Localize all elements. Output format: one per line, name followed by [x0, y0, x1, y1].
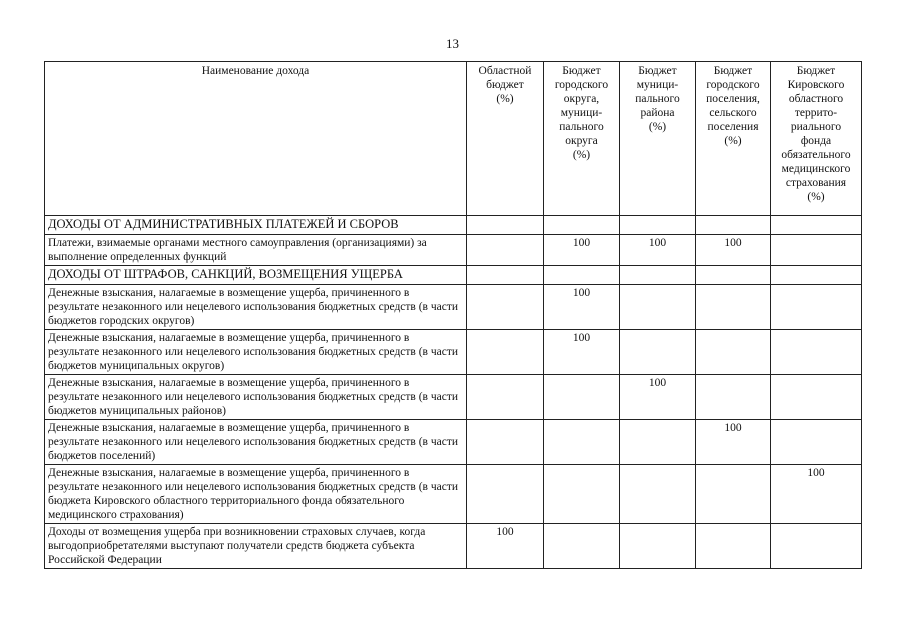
table-cell — [771, 235, 862, 266]
table-cell — [467, 216, 544, 235]
income-name-cell: Денежные взыскания, налагаемые в возмещение ущерба, причиненного в результате незаконного или нецелевого использования бюджетных средств (в части бюджета Кировского областного территориального фонда обязательного медицинского страхования) — [45, 465, 467, 524]
income-distribution-table — [44, 61, 862, 569]
table-row — [45, 266, 862, 285]
table-cell — [696, 375, 771, 420]
table-cell: 100 — [544, 235, 620, 266]
table-cell — [696, 524, 771, 569]
income-name-cell: Денежные взыскания, налагаемые в возмещение ущерба, причиненного в результате незаконного или нецелевого использования бюджетных средств (в части бюджетов городских округов) — [45, 285, 467, 330]
table-cell — [771, 375, 862, 420]
table-cell — [696, 330, 771, 375]
table-cell — [620, 524, 696, 569]
table-cell — [696, 285, 771, 330]
header-medical-insurance-fund-budget: Бюджет Кировского областного террито- риального фонда обязательного медицинского страхования (%) — [771, 62, 862, 216]
table-row — [45, 465, 862, 524]
table-cell — [771, 266, 862, 285]
table-cell — [467, 465, 544, 524]
table-cell — [467, 330, 544, 375]
table-cell — [544, 524, 620, 569]
table-cell — [620, 285, 696, 330]
table-cell — [771, 285, 862, 330]
table-cell: 100 — [696, 235, 771, 266]
table-cell — [467, 285, 544, 330]
table-cell: 100 — [696, 420, 771, 465]
page-number: 13 — [446, 36, 459, 51]
table-cell — [544, 266, 620, 285]
table-cell — [467, 375, 544, 420]
header-municipal-district-budget: Бюджет муници- пального района (%) — [620, 62, 696, 216]
table-cell — [544, 216, 620, 235]
income-name-cell: Денежные взыскания, налагаемые в возмещение ущерба, причиненного в результате незаконного или нецелевого использования бюджетных средств (в части бюджетов поселений) — [45, 420, 467, 465]
header-regional-budget: Областной бюджет (%) — [467, 62, 544, 216]
table-row — [45, 375, 862, 420]
table-cell — [620, 216, 696, 235]
table-cell — [620, 465, 696, 524]
table-cell: 100 — [544, 285, 620, 330]
table-cell — [620, 330, 696, 375]
table-cell — [696, 216, 771, 235]
section-title: ДОХОДЫ ОТ ШТРАФОВ, САНКЦИЙ, ВОЗМЕЩЕНИЯ УЩЕРБА — [45, 266, 467, 285]
table-cell — [771, 524, 862, 569]
table-row — [45, 420, 862, 465]
income-name-cell: Денежные взыскания, налагаемые в возмещение ущерба, причиненного в результате незаконного или нецелевого использования бюджетных средств (в части бюджетов муниципальных округов) — [45, 330, 467, 375]
table-row — [45, 285, 862, 330]
table-cell — [696, 266, 771, 285]
table-cell — [467, 420, 544, 465]
table-cell — [620, 420, 696, 465]
table-row — [45, 524, 862, 569]
header-income-name: Наименование дохода — [45, 62, 467, 216]
table-cell — [771, 216, 862, 235]
table-row — [45, 216, 862, 235]
income-name-cell: Денежные взыскания, налагаемые в возмещение ущерба, причиненного в результате незаконного или нецелевого использования бюджетных средств (в части бюджетов муниципальных районов) — [45, 375, 467, 420]
table-cell — [544, 465, 620, 524]
table-row — [45, 330, 862, 375]
table-cell: 100 — [771, 465, 862, 524]
table-cell — [467, 266, 544, 285]
table-cell — [696, 465, 771, 524]
table-cell — [771, 330, 862, 375]
table-cell: 100 — [544, 330, 620, 375]
table-cell: 100 — [620, 375, 696, 420]
table-header-row — [45, 62, 862, 216]
table-cell — [544, 375, 620, 420]
income-name-cell: Доходы от возмещения ущерба при возникновении страховых случаев, когда выгодоприобретателями выступают получатели средств бюджета субъекта Российской Федерации — [45, 524, 467, 569]
table-cell — [467, 235, 544, 266]
header-city-district-budget: Бюджет городского округа, муници- пального округа (%) — [544, 62, 620, 216]
table-cell — [620, 266, 696, 285]
income-name-cell: Платежи, взимаемые органами местного самоуправления (организациями) за выполнение определенных функций — [45, 235, 467, 266]
table-cell — [544, 420, 620, 465]
table-cell: 100 — [620, 235, 696, 266]
header-settlement-budget: Бюджет городского поселения, сельского поселения (%) — [696, 62, 771, 216]
table-cell — [771, 420, 862, 465]
section-title: ДОХОДЫ ОТ АДМИНИСТРАТИВНЫХ ПЛАТЕЖЕЙ И СБОРОВ — [45, 216, 467, 235]
table-cell: 100 — [467, 524, 544, 569]
table-row — [45, 235, 862, 266]
